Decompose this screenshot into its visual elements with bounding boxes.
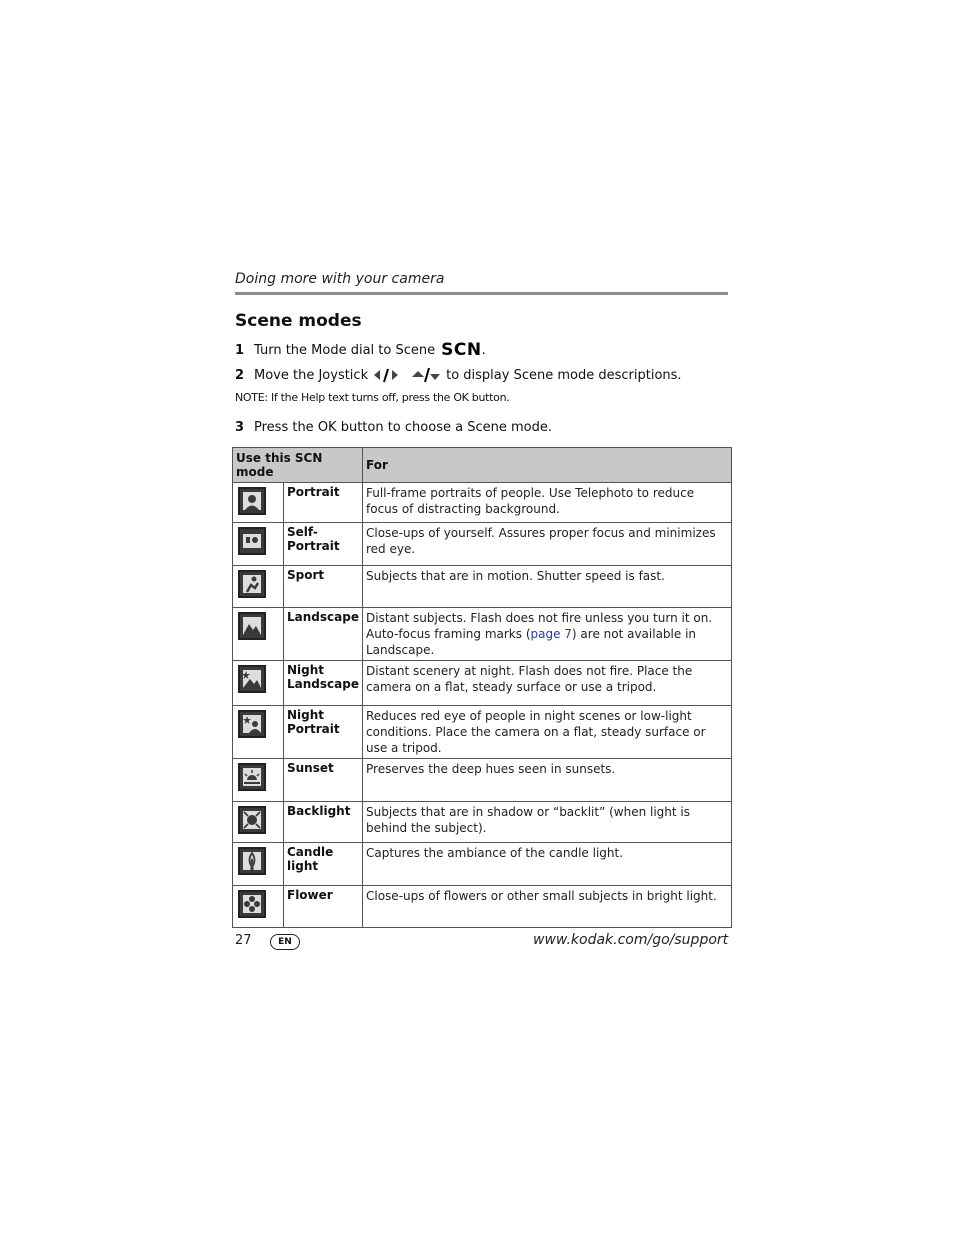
table-row [233,886,732,928]
table-row [233,608,732,661]
step-3 [235,420,552,435]
mode-description: Subjects that are in motion. Shutter speed is fast. [363,566,732,608]
step-number: 3 [235,420,245,435]
sunset-icon [238,763,266,791]
table-row [233,661,732,706]
landscape-icon [238,612,266,640]
mode-description: Captures the ambiance of the candle light. [363,843,732,886]
table-header-row [233,448,732,483]
page-7-link[interactable]: page 7 [530,627,572,641]
step-suffix: . [481,342,486,358]
language-badge: EN [270,934,300,950]
support-url[interactable]: www.kodak.com/go/support [533,932,729,948]
help-note: NOTE: If the Help text turns off, press the OK button. [235,391,510,404]
joystick-left-right-icon [372,367,402,383]
step-number: 2 [235,367,245,383]
mode-name: Portrait [284,483,363,523]
mode-description: Distant subjects. Flash does not fire unless you turn it on. Auto-focus framing marks (page 7) are not available in Landscape. [363,608,732,661]
table-row [233,566,732,608]
mode-name: Landscape [284,608,363,661]
mode-name: Night Portrait [284,706,363,759]
page-number: 27 [235,933,252,948]
mode-name: Sunset [284,759,363,802]
mode-description: Subjects that are in shadow or “backlit” (when light is behind the subject). [363,802,732,843]
scn-icon: SCN [441,340,482,360]
mode-name: Candle light [284,843,363,886]
mode-description: Reduces red eye of people in night scenes or low-light conditions. Place the camera on a flat, steady surface or use a tripod. [363,706,732,759]
column-header-for: For [363,448,732,483]
column-header-mode: Use this SCN mode [233,448,363,483]
flower-icon [238,890,266,918]
step-suffix: to display Scene mode descriptions. [446,367,682,383]
mode-name: Night Landscape [284,661,363,706]
mode-description: Distant scenery at night. Flash does not fire. Place the camera on a flat, steady surface or use a tripod. [363,661,732,706]
mode-description: Preserves the deep hues seen in sunsets. [363,759,732,802]
mode-name: Flower [284,886,363,928]
table-row [233,523,732,566]
running-header: Doing more with your camera [235,271,445,287]
step-text: Move the Joystick [254,367,369,383]
mode-description: Full-frame portraits of people. Use Telephoto to reduce focus of distracting background. [363,483,732,523]
table-row [233,802,732,843]
joystick-up-down-icon [410,367,442,383]
night-landscape-icon [238,665,266,693]
table-row [233,759,732,802]
scene-modes-table [232,447,732,928]
header-rule [235,292,728,295]
mode-description: Close-ups of yourself. Assures proper focus and minimizes red eye. [363,523,732,566]
table-row [233,706,732,759]
candle-light-icon [238,847,266,875]
section-title: Scene modes [235,311,362,331]
step-text: Press the OK button to choose a Scene mode. [254,420,552,435]
step-2 [235,367,682,383]
table-row [233,483,732,523]
mode-name: Self- Portrait [284,523,363,566]
backlight-icon [238,806,266,834]
mode-description: Close-ups of flowers or other small subjects in bright light. [363,886,732,928]
night-portrait-icon [238,710,266,738]
step-text: Turn the Mode dial to Scene [254,342,436,358]
portrait-icon [238,487,266,515]
mode-name: Sport [284,566,363,608]
table-row [233,843,732,886]
mode-name: Backlight [284,802,363,843]
step-number: 1 [235,342,245,358]
sport-icon [238,570,266,598]
step-1 [235,340,486,360]
self-portrait-icon [238,527,266,555]
